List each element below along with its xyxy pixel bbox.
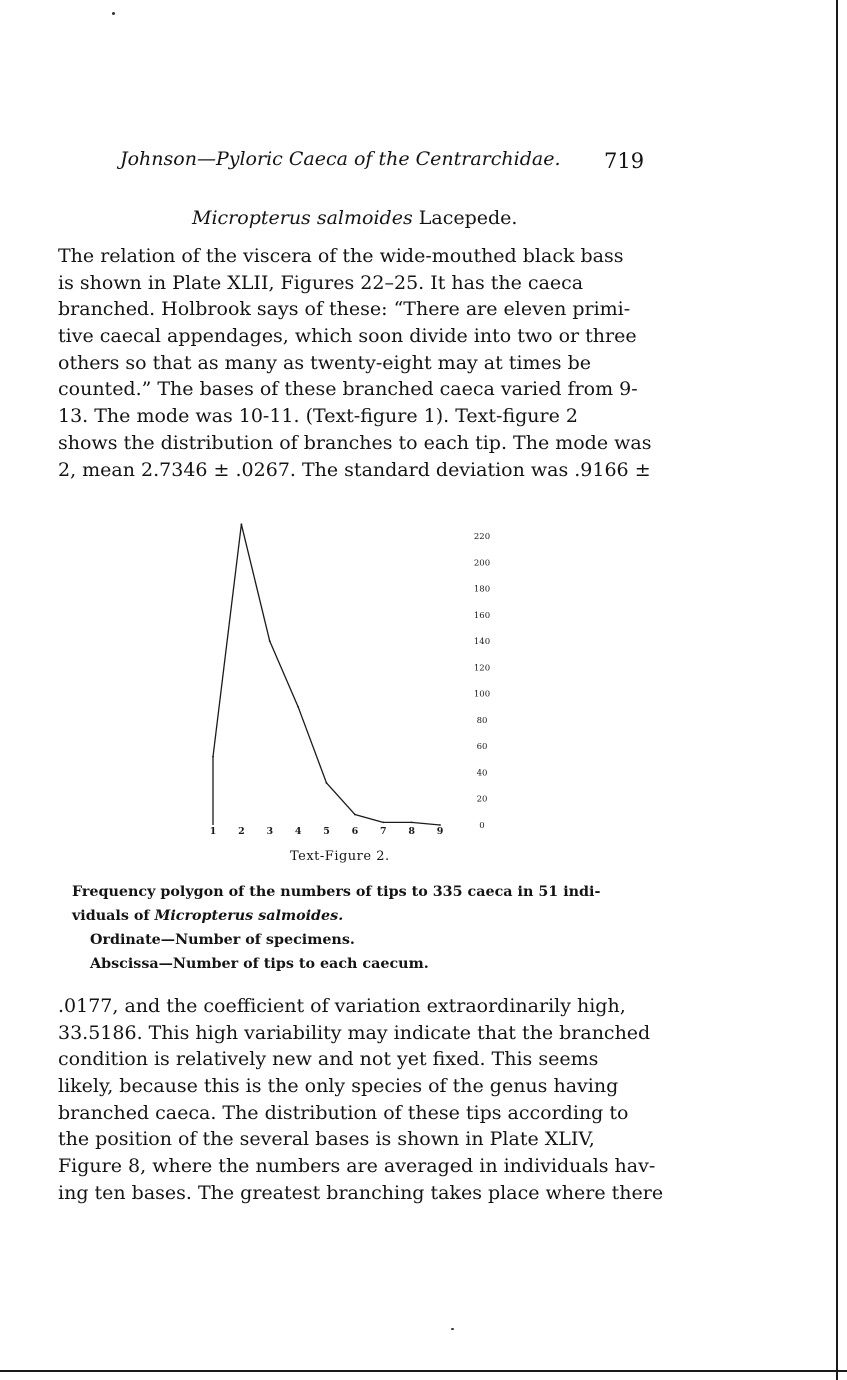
text-line: 33.5186. This high variability may indicate that the branched: [58, 1021, 651, 1044]
frequency-polygon-chart: [190, 495, 520, 845]
polygon-segment: [241, 524, 269, 641]
y-tick-label: 140: [473, 637, 491, 648]
caption-abscissa: Abscissa—Number of tips to each caecum.: [90, 956, 429, 972]
caption-line: [72, 904, 642, 928]
polygon-segment: [298, 707, 326, 783]
y-tick-label: 40: [476, 768, 488, 779]
data-point: [382, 821, 384, 823]
polygon-segment: [213, 524, 241, 756]
text-line: ing ten bases. The greatest branching takes place where there: [58, 1181, 664, 1204]
text-line: shows the distribution of branches to each tip. The mode was: [58, 431, 652, 454]
y-tick-label: 120: [473, 663, 491, 674]
text-line: branched caeca. The distribution of these tips according to: [58, 1101, 629, 1124]
text-line: The relation of the viscera of the wide-mouthed black bass: [58, 245, 624, 267]
y-tick-label: 80: [476, 715, 488, 726]
data-point: [411, 821, 413, 823]
y-tick-label: 180: [473, 584, 491, 595]
text-line: 2, mean 2.7346 ± .0267. The standard deviation was .9166 ±: [58, 458, 651, 481]
text-line: condition is relatively new and not yet fixed. This seems: [58, 1048, 599, 1071]
data-point: [240, 523, 242, 525]
data-point: [297, 706, 299, 708]
x-tick-label: 8: [408, 826, 415, 837]
x-tick-label: 1: [209, 826, 217, 837]
data-point: [269, 640, 271, 642]
paragraph-1: [58, 243, 652, 483]
data-point: [326, 782, 328, 784]
polygon-segment: [270, 641, 298, 707]
text-line: the position of the several bases is shown in Plate XLIV,: [58, 1128, 595, 1151]
page-edge-bottom: [0, 1370, 847, 1372]
text-line: counted.” The bases of these branched caeca varied from 9-: [58, 378, 638, 401]
x-tick-label: 9: [436, 826, 444, 837]
y-tick-label: 160: [473, 610, 491, 621]
text-line: others so that as many as twenty-eight may at times be: [58, 351, 591, 374]
caption-species: Micropterus salmoides.: [154, 908, 344, 924]
caption-line: Frequency polygon of the numbers of tips to 335 caeca in 51 indi-: [72, 884, 601, 900]
section-title: [192, 207, 517, 229]
polygon-segment: [327, 783, 355, 815]
x-tick-label: 3: [266, 826, 274, 837]
scan-speck: [451, 1328, 454, 1330]
figure-label: Text-Figure 2.: [290, 849, 390, 864]
caption-ordinate: Ordinate—Number of specimens.: [90, 932, 355, 948]
data-point: [354, 814, 356, 816]
x-tick-label: 2: [238, 826, 245, 837]
figure-caption: [72, 880, 642, 976]
scan-speck: [112, 12, 115, 15]
x-tick-label: 5: [323, 826, 330, 837]
section-title-author: Lacepede.: [418, 207, 518, 229]
text-line: likely, because this is the only species of the genus having: [58, 1075, 619, 1098]
y-tick-label: 100: [473, 689, 491, 700]
running-head: [120, 148, 640, 170]
data-point: [212, 756, 214, 758]
x-tick-label: 4: [294, 826, 302, 837]
text-line: branched. Holbrook says of these: “There are eleven primi-: [58, 298, 631, 321]
section-title-species: Micropterus salmoides: [192, 207, 413, 229]
polygon-segment: [412, 822, 440, 825]
text-line: is shown in Plate XLII, Figures 22–25. It has the caeca: [58, 271, 584, 294]
page-number: 719: [604, 149, 645, 173]
x-tick-label: 7: [379, 826, 387, 837]
text-line: .0177, and the coefficient of variation extraordinarily high,: [58, 995, 626, 1017]
y-tick-label: 200: [473, 558, 491, 569]
y-tick-label: 20: [476, 794, 488, 805]
page-edge-right: [836, 0, 838, 1380]
caption-prefix: viduals of: [72, 908, 150, 924]
x-tick-label: 6: [351, 826, 359, 837]
y-tick-label: 60: [476, 742, 488, 753]
y-tick-label: 0: [479, 821, 485, 831]
paragraph-2: [58, 993, 664, 1207]
text-line: Figure 8, where the numbers are averaged in individuals hav-: [58, 1155, 656, 1178]
polygon-segment: [355, 814, 383, 822]
running-title: Johnson—Pyloric Caeca of the Centrarchidae.: [120, 148, 561, 170]
text-line: tive caecal appendages, which soon divide into two or three: [58, 325, 637, 348]
text-line: 13. The mode was 10-11. (Text-figure 1). Text-figure 2: [58, 405, 578, 428]
y-tick-label: 220: [473, 532, 491, 543]
